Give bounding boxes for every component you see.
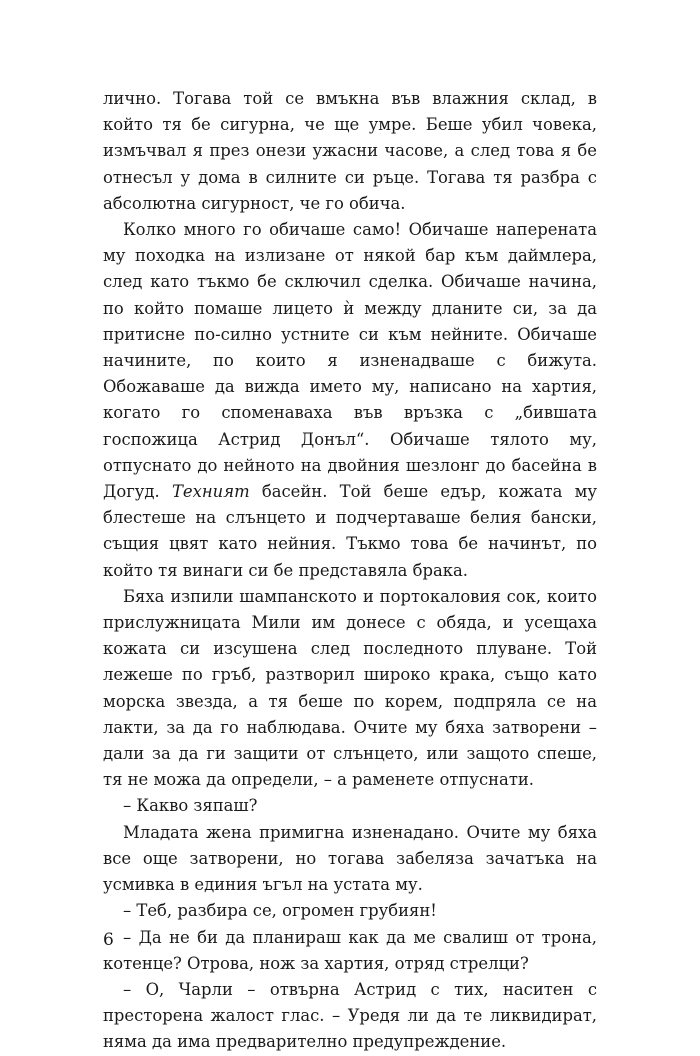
paragraph-text: басейн. Той беше едър, кожата му блестеше на слънцето и подчертаваше белия бански, същия цвят като нейния. Тъкмо това бе начинът, по който тя винаги си бе представяла брака. — [103, 482, 597, 580]
paragraph: Бяха изпили шампанското и портокаловия сок, които прислужницата Мили им донесе с обяда, и усещаха кожата си изсушена след последното плуване. Той лежеше по гръб, разтворил широко крака, също като морска звезда, а тя беше по корем, подпряла се на лакти, за да го наблюдава. Очите му бяха затворени – дали за да ги защити от слънцето, или защото спеше, тя не можа да определи, – а раменете отпуснати. — [103, 586, 597, 790]
page-number: 6 — [103, 930, 114, 950]
paragraph-text: Колко много го обичаше само! Обичаше наперената му походка на излизане от някой бар към даймлера, след като тъкмо бе сключил сделка. Обичаше начина, по който помаше лицето ѝ между дланите си, за да притисне по-силно устните си към нейните. Обичаше начините, по които я изненадваше с бижута. Обожаваше да вижда името му, написано на хартия, когато го споменаваха във връзка с „бившата госпожица Астрид Донъл“. Обичаше тялото му, отпуснато до нейното на двойния шезлонг до басейна в Догуд. — [103, 220, 597, 502]
dialogue-line: – Теб, разбира се, огромен грубиян! — [123, 901, 437, 921]
body-text — [103, 86, 597, 1056]
emphasized-word: Техният — [171, 482, 250, 502]
paragraph: лично. Тогава той се вмъкна във влажния склад, в който тя бе сигурна, че ще умре. Беше убил човека, измъчвал я през онези ужасни часове, а след това я бе отнесъл у дома в силните си ръце. Тогава тя разбра с абсолютна сигурност, че го обича. — [103, 89, 597, 213]
paragraph — [103, 217, 597, 584]
dialogue-line: – Да не би да планираш как да ме свалиш от трона, котенце? Отрова, нож за хартия, отряд стрелци? — [103, 927, 597, 973]
dialogue-line: – Какво зяпаш? — [123, 796, 258, 816]
dialogue-line: – О, Чарли – отвърна Астрид с тих, наситен с престорена жалост глас. – Уредя ли да те ликвидират, няма да има предварително предупреждение. — [103, 979, 597, 1052]
paragraph: Младата жена примигна изненадано. Очите му бяха все още затворени, но тогава забеляза зачатъка на усмивка в единия ъгъл на устата му. — [103, 822, 597, 895]
